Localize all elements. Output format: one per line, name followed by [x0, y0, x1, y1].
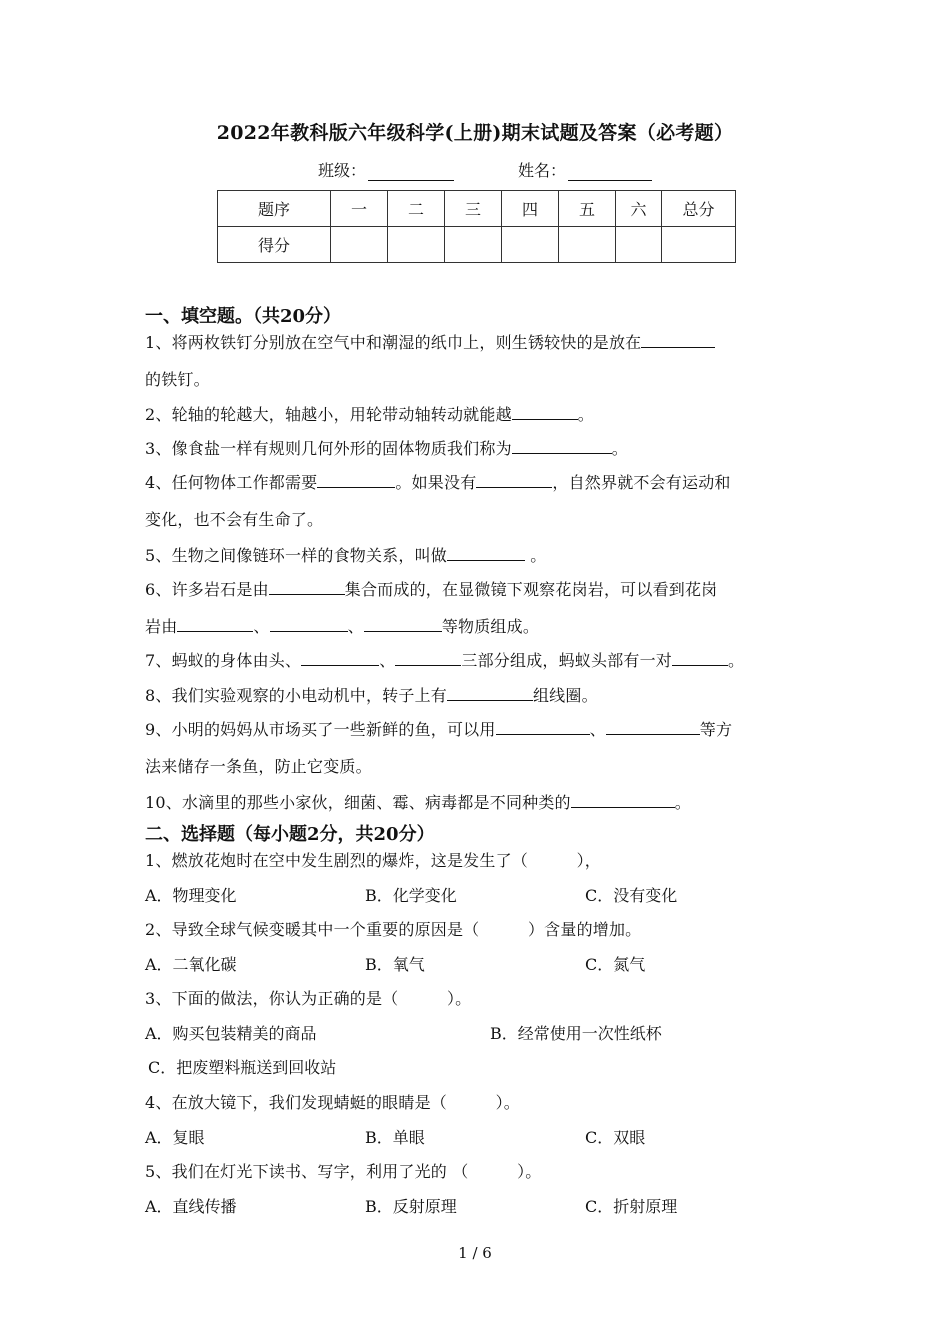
question-text: 7、蚂蚁的身体由头、 — [145, 651, 302, 670]
score-cell: 二 — [388, 191, 445, 227]
question: 5、我们在灯光下读书、写字，利用了光的 （ ）。 — [145, 1162, 542, 1181]
question: 2、导致全球气候变暖其中一个重要的原因是（ ）含量的增加。 — [145, 920, 642, 939]
score-input-cell[interactable] — [331, 227, 388, 263]
answer-blank[interactable] — [476, 471, 552, 488]
question — [145, 648, 744, 671]
answer-blank[interactable] — [512, 437, 612, 454]
answer-blank[interactable] — [571, 791, 675, 808]
question — [145, 543, 546, 566]
question-text: 。如果没有 — [395, 473, 477, 492]
option-a[interactable]: A．二氧化碳 — [145, 955, 237, 974]
question-text: 1、将两枚铁钉分别放在空气中和潮湿的纸巾上，则生锈较快的是放在 — [145, 333, 642, 352]
option-c[interactable]: C．没有变化 — [585, 886, 678, 905]
option-c[interactable]: C．氮气 — [585, 955, 646, 974]
exam-title: 2022年教科版六年级科学(上册)期末试题及答案（必考题） — [216, 122, 734, 144]
option-b[interactable]: B．单眼 — [365, 1128, 425, 1147]
question-cont: 法来储存一条鱼，防止它变质。 — [145, 757, 372, 776]
answer-blank[interactable] — [447, 544, 525, 561]
answer-blank[interactable] — [606, 718, 700, 735]
option-b[interactable]: B．氧气 — [365, 955, 425, 974]
score-row-label: 得分 — [218, 227, 331, 263]
answer-blank[interactable] — [177, 615, 253, 632]
question-text: ，自然界就不会有运动和 — [552, 473, 731, 492]
option-b[interactable]: B．反射原理 — [365, 1197, 457, 1216]
option-b[interactable]: B．经常使用一次性纸杯 — [490, 1024, 662, 1043]
name-blank[interactable] — [568, 162, 652, 181]
answer-blank[interactable] — [317, 471, 395, 488]
answer-blank[interactable] — [512, 403, 578, 420]
question-text: 9、小明的妈妈从市场买了一些新鲜的鱼，可以用 — [145, 720, 496, 739]
answer-blank[interactable] — [641, 331, 715, 348]
answer-blank[interactable] — [447, 684, 533, 701]
question-text: 岩由 — [145, 617, 178, 636]
section2-heading: 二、选择题（每小题2分，共20分） — [145, 824, 435, 845]
option-a[interactable]: A．复眼 — [145, 1128, 205, 1147]
question-text: 10、水滴里的那些小家伙，细菌、霉、病毒都是不同种类的 — [145, 793, 571, 812]
question-text: 、 — [379, 651, 396, 670]
question: 4、在放大镜下，我们发现蜻蜓的眼睛是（ ）。 — [145, 1093, 520, 1112]
score-input-cell[interactable] — [388, 227, 445, 263]
score-cell: 六 — [616, 191, 662, 227]
question-text: 、 — [253, 617, 270, 636]
score-cell: 总分 — [662, 191, 736, 227]
answer-blank[interactable] — [364, 615, 442, 632]
question — [145, 402, 594, 425]
score-table-score-row — [218, 227, 736, 263]
question-text: 8、我们实验观察的小电动机中，转子上有 — [145, 686, 447, 705]
option-c[interactable]: C．折射原理 — [585, 1197, 678, 1216]
question-text: 、 — [589, 720, 606, 739]
question — [145, 436, 628, 459]
question-text: 。 — [611, 439, 628, 458]
question — [145, 717, 732, 740]
score-input-cell[interactable] — [559, 227, 616, 263]
score-input-cell[interactable] — [445, 227, 502, 263]
question: 1、燃放花炮时在空中发生剧烈的爆炸，这是发生了（ ）， — [145, 851, 601, 870]
question-text: 3、像食盐一样有规则几何外形的固体物质我们称为 — [145, 439, 512, 458]
class-field — [318, 158, 454, 181]
answer-blank[interactable] — [269, 578, 345, 595]
question — [145, 330, 715, 353]
option-c[interactable]: C．把废塑料瓶送到回收站 — [148, 1058, 337, 1077]
question-text: 组线圈。 — [532, 686, 598, 705]
answer-blank[interactable] — [672, 649, 728, 666]
question — [145, 683, 598, 706]
question-text: 4、任何物体工作都需要 — [145, 473, 318, 492]
answer-blank[interactable] — [270, 615, 348, 632]
score-cell: 五 — [559, 191, 616, 227]
score-input-cell[interactable] — [662, 227, 736, 263]
question-text: 等物质组成。 — [441, 617, 540, 636]
score-cell: 四 — [502, 191, 559, 227]
class-blank[interactable] — [368, 162, 454, 181]
question-text: 三部分组成，蚂蚁头部有一对 — [461, 651, 672, 670]
question — [145, 577, 717, 600]
option-a[interactable]: A．直线传播 — [145, 1197, 237, 1216]
option-c[interactable]: C．双眼 — [585, 1128, 646, 1147]
score-cell: 题序 — [218, 191, 331, 227]
answer-blank[interactable] — [301, 649, 379, 666]
answer-blank[interactable] — [496, 718, 590, 735]
question — [145, 470, 731, 493]
question-cont: 变化，也不会有生命了。 — [145, 510, 324, 529]
option-b[interactable]: B．化学变化 — [365, 886, 457, 905]
score-table — [217, 190, 736, 263]
score-table-header-row — [218, 191, 736, 227]
name-field — [518, 158, 652, 181]
question-text: 。 — [577, 405, 594, 424]
question-text: 2、轮轴的轮越大，轴越小，用轮带动轴转动就能越 — [145, 405, 512, 424]
answer-blank[interactable] — [395, 649, 461, 666]
question: 3、下面的做法，你认为正确的是（ ）。 — [145, 989, 472, 1008]
option-a[interactable]: A．物理变化 — [145, 886, 237, 905]
question-text: 等方 — [699, 720, 733, 739]
page-number: 1 / 6 — [458, 1244, 492, 1262]
question-text: 5、生物之间像链环一样的食物关系，叫做 — [145, 546, 447, 565]
class-label: 班级： — [318, 161, 367, 180]
question-text: 。 — [524, 546, 547, 565]
question-text: 集合而成的，在显微镜下观察花岗岩，可以看到花岗 — [344, 580, 718, 599]
section1-heading: 一、填空题。（共20分） — [145, 306, 342, 327]
question-cont: 的铁钉。 — [145, 370, 210, 389]
score-input-cell[interactable] — [502, 227, 559, 263]
score-input-cell[interactable] — [616, 227, 662, 263]
score-cell: 三 — [445, 191, 502, 227]
option-a[interactable]: A．购买包装精美的商品 — [145, 1024, 317, 1043]
question-text: 。 — [674, 793, 691, 812]
question-text: 。 — [728, 651, 745, 670]
question-cont — [145, 614, 539, 637]
question-text: 6、许多岩石是由 — [145, 580, 269, 599]
name-label: 姓名： — [518, 161, 567, 180]
question-text: 、 — [347, 617, 364, 636]
question — [145, 790, 691, 813]
score-cell: 一 — [331, 191, 388, 227]
